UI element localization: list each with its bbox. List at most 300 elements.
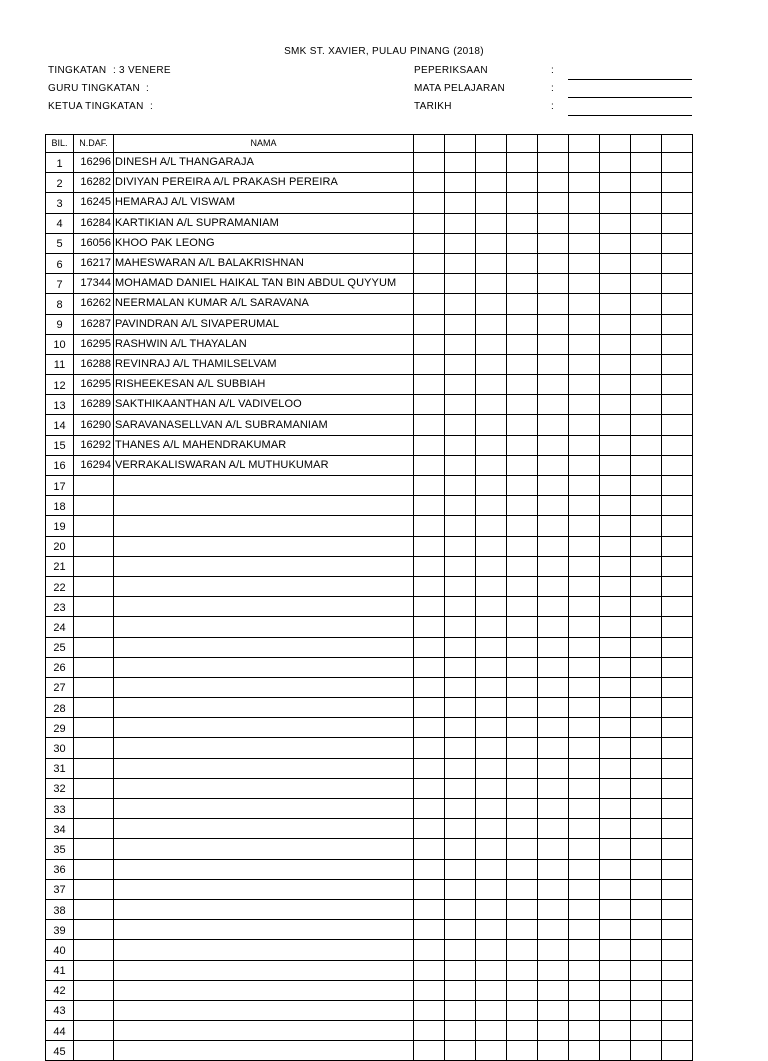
mark-cell[interactable] [414,576,445,596]
mark-cell[interactable] [631,940,662,960]
mark-cell[interactable] [507,960,538,980]
mark-cell[interactable] [569,294,600,314]
mark-cell[interactable] [414,597,445,617]
mark-cell[interactable] [507,536,538,556]
mark-cell[interactable] [662,455,693,475]
mark-cell[interactable] [662,213,693,233]
mark-cell[interactable] [414,334,445,354]
mark-cell[interactable] [600,758,631,778]
mark-cell[interactable] [476,1041,507,1061]
mark-cell[interactable] [569,980,600,1000]
mark-cell[interactable] [662,839,693,859]
mark-cell[interactable] [538,556,569,576]
mark-cell[interactable] [445,980,476,1000]
mark-cell[interactable] [414,556,445,576]
mark-cell[interactable] [476,455,507,475]
mark-cell[interactable] [538,536,569,556]
mark-cell[interactable] [662,1000,693,1020]
mark-cell[interactable] [600,314,631,334]
mark-cell[interactable] [476,496,507,516]
mark-cell[interactable] [662,960,693,980]
mark-cell[interactable] [507,879,538,899]
mark-cell[interactable] [476,435,507,455]
mark-cell[interactable] [476,617,507,637]
mark-cell[interactable] [569,1000,600,1020]
mark-cell[interactable] [631,839,662,859]
mark-cell[interactable] [445,799,476,819]
mark-cell[interactable] [600,455,631,475]
mark-cell[interactable] [414,496,445,516]
mark-cell[interactable] [662,476,693,496]
mark-cell[interactable] [569,496,600,516]
mark-cell[interactable] [569,799,600,819]
mark-cell[interactable] [414,274,445,294]
mark-cell[interactable] [445,718,476,738]
mark-cell[interactable] [445,738,476,758]
mark-cell[interactable] [569,274,600,294]
mark-cell[interactable] [662,597,693,617]
mark-cell[interactable] [414,698,445,718]
mark-cell[interactable] [569,375,600,395]
mark-cell[interactable] [414,253,445,273]
mark-cell[interactable] [476,153,507,173]
mark-cell[interactable] [600,193,631,213]
mark-cell[interactable] [476,173,507,193]
mark-cell[interactable] [631,617,662,637]
mark-cell[interactable] [414,920,445,940]
mark-cell[interactable] [631,698,662,718]
mark-cell[interactable] [476,354,507,374]
mark-cell[interactable] [631,193,662,213]
mark-cell[interactable] [507,778,538,798]
mark-cell[interactable] [631,980,662,1000]
mark-cell[interactable] [538,960,569,980]
mark-cell[interactable] [476,738,507,758]
mark-cell[interactable] [507,980,538,1000]
mark-cell[interactable] [569,153,600,173]
mark-cell[interactable] [538,738,569,758]
mark-cell[interactable] [600,435,631,455]
mark-cell[interactable] [507,435,538,455]
mark-cell[interactable] [538,597,569,617]
mark-cell[interactable] [414,799,445,819]
mark-cell[interactable] [414,193,445,213]
mark-cell[interactable] [445,314,476,334]
mark-cell[interactable] [507,415,538,435]
mark-cell[interactable] [476,980,507,1000]
mark-cell[interactable] [538,657,569,677]
mark-cell[interactable] [414,778,445,798]
mark-cell[interactable] [631,920,662,940]
mark-cell[interactable] [569,455,600,475]
mark-cell[interactable] [507,233,538,253]
mark-cell[interactable] [538,395,569,415]
mark-cell[interactable] [476,758,507,778]
mark-cell[interactable] [631,799,662,819]
mark-cell[interactable] [662,920,693,940]
mark-cell[interactable] [662,677,693,697]
mark-cell[interactable] [414,738,445,758]
mark-cell[interactable] [569,516,600,536]
mark-cell[interactable] [569,253,600,273]
mark-cell[interactable] [414,536,445,556]
mark-cell[interactable] [414,354,445,374]
mark-cell[interactable] [538,233,569,253]
mark-cell[interactable] [569,698,600,718]
mark-cell[interactable] [507,819,538,839]
mark-cell[interactable] [414,1041,445,1061]
mark-cell[interactable] [569,738,600,758]
mark-cell[interactable] [538,253,569,273]
mark-cell[interactable] [445,576,476,596]
mark-cell[interactable] [538,1041,569,1061]
mark-cell[interactable] [631,657,662,677]
mark-cell[interactable] [414,294,445,314]
mark-cell[interactable] [445,758,476,778]
mark-cell[interactable] [414,839,445,859]
mark-cell[interactable] [600,920,631,940]
mark-cell[interactable] [476,920,507,940]
mark-cell[interactable] [569,193,600,213]
mark-cell[interactable] [445,920,476,940]
mark-cell[interactable] [414,516,445,536]
mark-cell[interactable] [445,879,476,899]
mark-cell[interactable] [600,799,631,819]
mark-cell[interactable] [662,233,693,253]
mark-cell[interactable] [538,799,569,819]
mark-cell[interactable] [662,799,693,819]
mark-cell[interactable] [569,597,600,617]
mark-cell[interactable] [631,153,662,173]
mark-cell[interactable] [414,879,445,899]
mark-cell[interactable] [445,496,476,516]
mark-cell[interactable] [538,778,569,798]
mark-cell[interactable] [414,233,445,253]
mark-cell[interactable] [569,637,600,657]
mark-cell[interactable] [569,476,600,496]
mark-cell[interactable] [600,677,631,697]
mark-cell[interactable] [631,415,662,435]
mark-cell[interactable] [445,253,476,273]
mark-cell[interactable] [569,819,600,839]
mark-cell[interactable] [538,455,569,475]
mark-cell[interactable] [445,1041,476,1061]
mark-cell[interactable] [445,455,476,475]
mark-cell[interactable] [600,899,631,919]
mark-cell[interactable] [631,1000,662,1020]
mark-cell[interactable] [476,778,507,798]
mark-cell[interactable] [662,576,693,596]
mark-cell[interactable] [569,657,600,677]
mark-cell[interactable] [569,879,600,899]
mark-cell[interactable] [445,516,476,536]
mark-cell[interactable] [631,274,662,294]
mark-cell[interactable] [631,758,662,778]
mark-cell[interactable] [662,758,693,778]
mark-cell[interactable] [476,657,507,677]
mark-cell[interactable] [600,253,631,273]
mark-cell[interactable] [507,334,538,354]
mark-cell[interactable] [538,496,569,516]
mark-cell[interactable] [507,738,538,758]
mark-cell[interactable] [445,354,476,374]
mark-cell[interactable] [538,617,569,637]
mark-cell[interactable] [445,173,476,193]
mark-cell[interactable] [631,556,662,576]
mark-cell[interactable] [445,839,476,859]
mark-cell[interactable] [600,556,631,576]
mark-cell[interactable] [569,899,600,919]
mark-cell[interactable] [538,940,569,960]
mark-cell[interactable] [631,536,662,556]
mark-cell[interactable] [414,415,445,435]
mark-cell[interactable] [507,153,538,173]
mark-cell[interactable] [631,455,662,475]
mark-cell[interactable] [414,819,445,839]
mark-cell[interactable] [507,455,538,475]
mark-cell[interactable] [507,314,538,334]
mark-cell[interactable] [507,1000,538,1020]
mark-cell[interactable] [538,879,569,899]
mark-cell[interactable] [569,314,600,334]
mark-cell[interactable] [538,294,569,314]
mark-cell[interactable] [538,718,569,738]
mark-cell[interactable] [445,213,476,233]
mark-cell[interactable] [445,435,476,455]
mark-cell[interactable] [600,576,631,596]
mark-cell[interactable] [476,597,507,617]
mark-cell[interactable] [476,637,507,657]
mark-cell[interactable] [569,920,600,940]
mark-cell[interactable] [662,253,693,273]
mark-cell[interactable] [538,153,569,173]
mark-cell[interactable] [507,597,538,617]
mark-cell[interactable] [631,435,662,455]
mark-cell[interactable] [631,233,662,253]
mark-cell[interactable] [507,657,538,677]
mark-cell[interactable] [600,213,631,233]
mark-cell[interactable] [414,980,445,1000]
mark-cell[interactable] [538,415,569,435]
mark-cell[interactable] [476,879,507,899]
mark-cell[interactable] [414,657,445,677]
mark-cell[interactable] [476,859,507,879]
mark-cell[interactable] [600,294,631,314]
mark-cell[interactable] [569,940,600,960]
mark-cell[interactable] [476,698,507,718]
mark-cell[interactable] [631,476,662,496]
mark-cell[interactable] [507,576,538,596]
mark-cell[interactable] [631,496,662,516]
mark-cell[interactable] [538,1000,569,1020]
mark-cell[interactable] [569,576,600,596]
mark-cell[interactable] [538,314,569,334]
mark-cell[interactable] [538,859,569,879]
mark-cell[interactable] [662,980,693,1000]
mark-cell[interactable] [538,980,569,1000]
mark-cell[interactable] [414,899,445,919]
mark-cell[interactable] [600,274,631,294]
mark-cell[interactable] [662,496,693,516]
mark-cell[interactable] [476,294,507,314]
mark-cell[interactable] [414,375,445,395]
mark-cell[interactable] [476,1000,507,1020]
mark-cell[interactable] [662,819,693,839]
mark-cell[interactable] [445,940,476,960]
mark-cell[interactable] [445,960,476,980]
mark-cell[interactable] [507,274,538,294]
mark-cell[interactable] [662,718,693,738]
mark-cell[interactable] [507,193,538,213]
mark-cell[interactable] [600,153,631,173]
mark-cell[interactable] [662,314,693,334]
mark-cell[interactable] [569,435,600,455]
mark-cell[interactable] [507,213,538,233]
mark-cell[interactable] [569,617,600,637]
mark-cell[interactable] [662,536,693,556]
mark-cell[interactable] [662,778,693,798]
mark-cell[interactable] [414,677,445,697]
mark-cell[interactable] [507,920,538,940]
mark-cell[interactable] [662,637,693,657]
mark-cell[interactable] [414,314,445,334]
mark-cell[interactable] [662,516,693,536]
mark-cell[interactable] [538,274,569,294]
mark-cell[interactable] [631,738,662,758]
mark-cell[interactable] [445,698,476,718]
mark-cell[interactable] [662,354,693,374]
mark-cell[interactable] [538,476,569,496]
mark-cell[interactable] [631,375,662,395]
mark-cell[interactable] [569,395,600,415]
mark-cell[interactable] [600,718,631,738]
mark-cell[interactable] [538,698,569,718]
mark-cell[interactable] [476,899,507,919]
mark-cell[interactable] [445,153,476,173]
mark-cell[interactable] [538,677,569,697]
mark-cell[interactable] [569,839,600,859]
mark-cell[interactable] [569,718,600,738]
mark-cell[interactable] [445,899,476,919]
mark-cell[interactable] [507,395,538,415]
mark-cell[interactable] [631,718,662,738]
mark-cell[interactable] [538,576,569,596]
mark-cell[interactable] [414,637,445,657]
mark-cell[interactable] [445,657,476,677]
mark-cell[interactable] [507,354,538,374]
mark-cell[interactable] [662,698,693,718]
mark-cell[interactable] [631,253,662,273]
mark-cell[interactable] [476,536,507,556]
mark-cell[interactable] [538,758,569,778]
mark-cell[interactable] [538,899,569,919]
mark-cell[interactable] [507,799,538,819]
mark-cell[interactable] [507,859,538,879]
mark-cell[interactable] [569,213,600,233]
mark-cell[interactable] [445,536,476,556]
mark-cell[interactable] [476,677,507,697]
mark-cell[interactable] [662,334,693,354]
mark-cell[interactable] [569,354,600,374]
mark-cell[interactable] [507,617,538,637]
mark-cell[interactable] [476,193,507,213]
mark-cell[interactable] [662,294,693,314]
mark-cell[interactable] [600,778,631,798]
mark-cell[interactable] [476,274,507,294]
mark-cell[interactable] [662,173,693,193]
mark-cell[interactable] [600,879,631,899]
mark-cell[interactable] [600,859,631,879]
mark-cell[interactable] [507,637,538,657]
mark-cell[interactable] [600,597,631,617]
mark-cell[interactable] [445,597,476,617]
mark-cell[interactable] [445,617,476,637]
mark-cell[interactable] [414,476,445,496]
mark-cell[interactable] [600,173,631,193]
mark-cell[interactable] [507,516,538,536]
mark-cell[interactable] [476,799,507,819]
mark-cell[interactable] [538,375,569,395]
mark-cell[interactable] [445,859,476,879]
mark-cell[interactable] [414,173,445,193]
mark-cell[interactable] [631,597,662,617]
mark-cell[interactable] [631,637,662,657]
mark-cell[interactable] [631,1041,662,1061]
mark-cell[interactable] [538,839,569,859]
mark-cell[interactable] [600,698,631,718]
mata-pelajaran-field[interactable] [568,97,692,98]
mark-cell[interactable] [507,677,538,697]
mark-cell[interactable] [476,213,507,233]
mark-cell[interactable] [662,879,693,899]
mark-cell[interactable] [476,556,507,576]
mark-cell[interactable] [600,657,631,677]
mark-cell[interactable] [538,354,569,374]
mark-cell[interactable] [600,476,631,496]
mark-cell[interactable] [507,940,538,960]
mark-cell[interactable] [476,415,507,435]
mark-cell[interactable] [445,637,476,657]
mark-cell[interactable] [600,1041,631,1061]
mark-cell[interactable] [476,819,507,839]
mark-cell[interactable] [600,940,631,960]
mark-cell[interactable] [507,839,538,859]
mark-cell[interactable] [445,556,476,576]
mark-cell[interactable] [445,334,476,354]
mark-cell[interactable] [414,859,445,879]
mark-cell[interactable] [569,1041,600,1061]
mark-cell[interactable] [476,395,507,415]
mark-cell[interactable] [538,920,569,940]
mark-cell[interactable] [631,314,662,334]
mark-cell[interactable] [538,819,569,839]
mark-cell[interactable] [445,274,476,294]
mark-cell[interactable] [662,274,693,294]
mark-cell[interactable] [569,334,600,354]
mark-cell[interactable] [569,536,600,556]
mark-cell[interactable] [631,778,662,798]
mark-cell[interactable] [507,556,538,576]
mark-cell[interactable] [662,859,693,879]
mark-cell[interactable] [445,476,476,496]
mark-cell[interactable] [445,1000,476,1020]
mark-cell[interactable] [538,334,569,354]
mark-cell[interactable] [600,233,631,253]
mark-cell[interactable] [476,476,507,496]
mark-cell[interactable] [476,576,507,596]
mark-cell[interactable] [414,213,445,233]
mark-cell[interactable] [476,314,507,334]
